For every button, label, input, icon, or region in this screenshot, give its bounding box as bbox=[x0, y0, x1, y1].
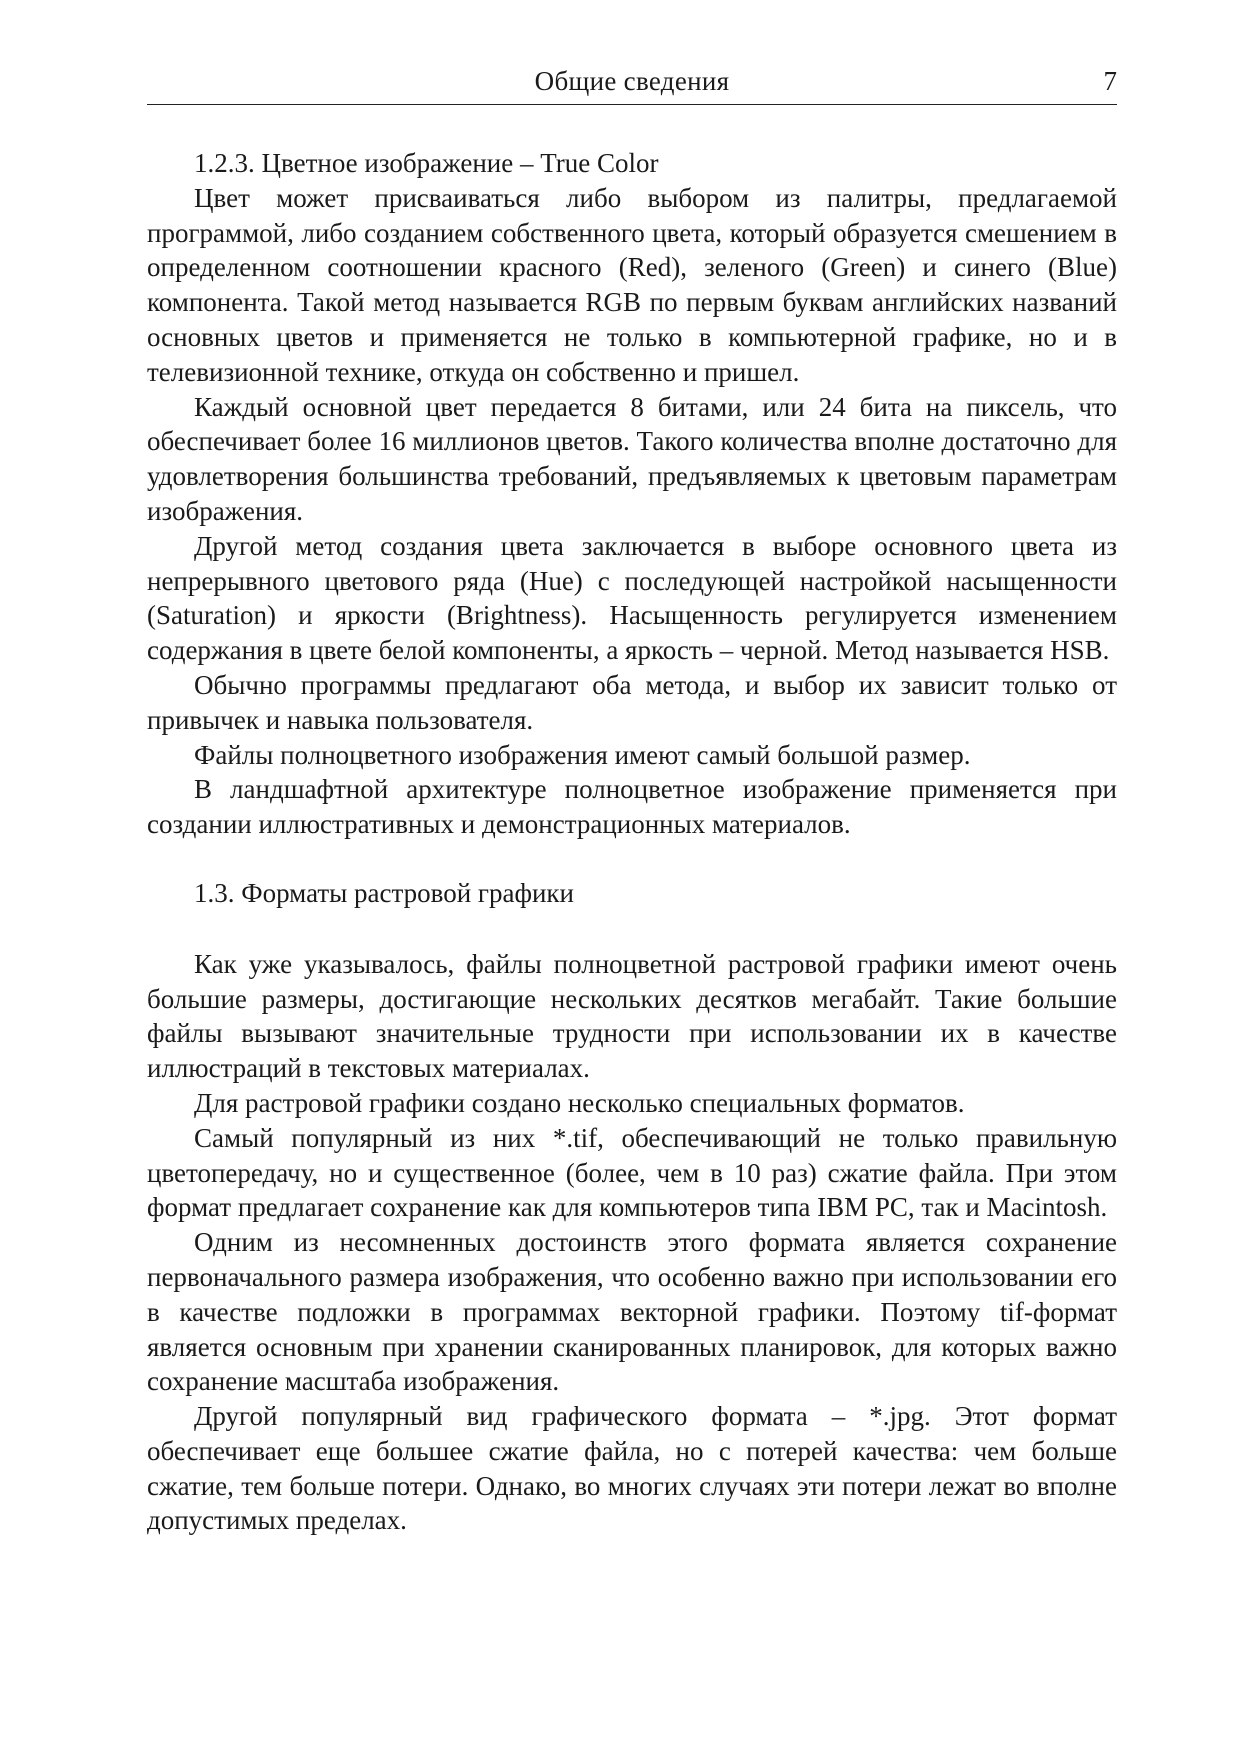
paragraph: Для растровой графики создано несколько специальных форматов. bbox=[194, 1087, 965, 1118]
paragraph: Другой популярный вид графического формата – *.jpg. Этот формат обеспечивает еще большее сжатие файла, но с потерей качества: чем больше сжатие, тем больше потери. Однако, во многих случаях эти потери лежат во вполне допустимых пределах. bbox=[147, 1401, 1117, 1536]
spacer bbox=[147, 842, 1117, 876]
page-number: 7 bbox=[1103, 66, 1117, 96]
paragraph: Другой метод создания цвета заключается в выборе основного цвета из непрерывного цветового ряда (Hue) с последующей настройкой насыщенности (Saturation) и яркости (Brightness). Насыщенность регулируется изменением содержания в цвете белой компоненты, а яркость – черной. Метод называется HSB. bbox=[147, 530, 1117, 666]
paragraph: Одним из несомненных достоинств этого формата является сохранение первоначального размера изображения, что особенно важно при использовании его в качестве подложки в программах векторной графики. Поэтому tif-формат является основным при хранении сканированных планировок, для которых важно сохранение масштаба изображения. bbox=[147, 1227, 1117, 1397]
section-heading: 1.3. Форматы растровой графики bbox=[194, 877, 574, 908]
paragraph: Файлы полноцветного изображения имеют самый большой размер. bbox=[194, 739, 971, 770]
paragraph: Каждый основной цвет передается 8 битами, или 24 бита на пиксель, что обеспечивает более 16 миллионов цветов. Такого количества вполне достаточно для удовлетворения большинства требований, предъявляемых к цветовым параметрам изображения. bbox=[147, 391, 1117, 526]
spacer bbox=[147, 911, 1117, 947]
section-true-color bbox=[147, 146, 1117, 842]
paragraph: Самый популярный из них *.tif, обеспечивающий не только правильную цветопередачу, но и существенное (более, чем в 10 раз) сжатие файла. При этом формат предлагает сохранение как для компьютеров типа IBM PC, так и Macintosh. bbox=[147, 1122, 1117, 1223]
section-raster-formats bbox=[147, 876, 1117, 1538]
running-title: Общие сведения bbox=[534, 66, 730, 96]
paragraph: В ландшафтной архитектуре полноцветное изображение применяется при создании иллюстративных и демонстрационных материалов. bbox=[147, 774, 1117, 840]
running-header bbox=[147, 64, 1117, 105]
section-heading: 1.2.3. Цветное изображение – True Color bbox=[194, 148, 659, 178]
paragraph: Цвет может присваиваться либо выбором из палитры, предлагаемой программой, либо созданием собственного цвета, который образуется смешением в определенном соотношении красного (Red), зеленого (Green) и синего (Blue) компонента. Такой метод называется RGB по первым буквам английских названий основных цветов и применяется не только в компьютерной графике, но и в телевизионной технике, откуда он собственно и пришел. bbox=[147, 182, 1117, 387]
paragraph: Обычно программы предлагают оба метода, и выбор их зависит только от привычек и навыка пользователя. bbox=[147, 669, 1117, 735]
paragraph: Как уже указывалось, файлы полноцветной растровой графики имеют очень большие размеры, достигающие нескольких десятков мегабайт. Такие большие файлы вызывают значительные трудности при использовании их в качестве иллюстраций в текстовых материалах. bbox=[147, 948, 1117, 1084]
page-content bbox=[147, 146, 1117, 1538]
